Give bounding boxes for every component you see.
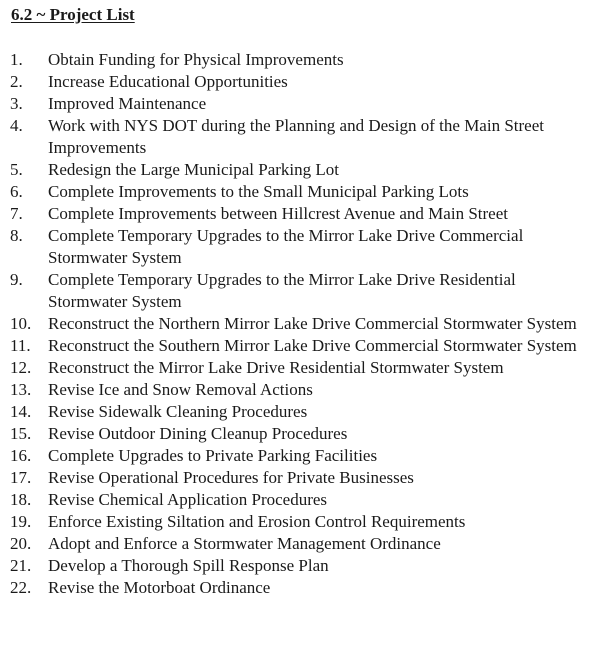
item-number: 7. [10,204,23,223]
item-text: Revise Outdoor Dining Cleanup Procedures [48,424,348,443]
item-text: Complete Improvements to the Small Municipal Parking Lots [48,182,469,201]
project-list [0,49,600,599]
item-number: 8. [10,226,23,245]
item-number: 22. [10,578,32,597]
list-item [0,357,600,379]
list-item [0,445,600,467]
item-number: 18. [10,490,32,509]
item-text: Develop a Thorough Spill Response Plan [48,556,329,575]
item-number: 4. [10,116,23,135]
item-text: Complete Temporary Upgrades to the Mirror Lake Drive Commercial Stormwater System [48,226,524,267]
item-number: 12. [10,358,32,377]
list-item [0,269,600,313]
item-text: Complete Temporary Upgrades to the Mirror Lake Drive Residential Stormwater System [48,270,516,311]
list-item [0,335,600,357]
item-number: 14. [10,402,32,421]
item-text: Increase Educational Opportunities [48,72,288,91]
item-number: 13. [10,380,32,399]
item-text: Reconstruct the Mirror Lake Drive Residential Stormwater System [48,358,504,377]
item-text: Revise Operational Procedures for Private Businesses [48,468,414,487]
item-text: Revise Ice and Snow Removal Actions [48,380,313,399]
item-text: Adopt and Enforce a Stormwater Management Ordinance [48,534,441,553]
item-number: 21. [10,556,32,575]
item-number: 16. [10,446,32,465]
item-text: Redesign the Large Municipal Parking Lot [48,160,339,179]
item-text: Enforce Existing Siltation and Erosion Control Requirements [48,512,466,531]
list-item [0,489,600,511]
item-text: Revise Sidewalk Cleaning Procedures [48,402,308,421]
list-item [0,203,600,225]
item-number: 9. [10,270,23,289]
list-item [0,225,600,269]
item-number: 17. [10,468,32,487]
item-text: Complete Upgrades to Private Parking Facilities [48,446,378,465]
list-item [0,511,600,533]
item-text: Improved Maintenance [48,94,207,113]
item-number: 5. [10,160,23,179]
item-text: Reconstruct the Northern Mirror Lake Drive Commercial Stormwater System [48,314,577,333]
item-number: 2. [10,72,23,91]
item-text: Obtain Funding for Physical Improvements [48,50,344,69]
list-item [0,313,600,335]
list-item [0,555,600,577]
list-item [0,49,600,71]
list-item [0,115,600,159]
item-number: 11. [10,336,31,355]
list-item [0,401,600,423]
item-text: Complete Improvements between Hillcrest Avenue and Main Street [48,204,508,223]
item-number: 15. [10,424,32,443]
item-text: Revise the Motorboat Ordinance [48,578,271,597]
section-heading: 6.2 ~ Project List [11,5,135,24]
item-number: 20. [10,534,32,553]
item-number: 19. [10,512,32,531]
list-item [0,181,600,203]
list-item [0,159,600,181]
list-item [0,533,600,555]
list-item [0,379,600,401]
list-item [0,577,600,599]
item-text: Reconstruct the Southern Mirror Lake Drive Commercial Stormwater System [48,336,577,355]
list-item [0,71,600,93]
list-item [0,467,600,489]
list-item [0,423,600,445]
item-number: 10. [10,314,32,333]
list-item [0,93,600,115]
item-text: Work with NYS DOT during the Planning and Design of the Main Street Improvements [48,116,544,157]
item-number: 1. [10,50,23,69]
item-text: Revise Chemical Application Procedures [48,490,328,509]
item-number: 3. [10,94,23,113]
item-number: 6. [10,182,23,201]
